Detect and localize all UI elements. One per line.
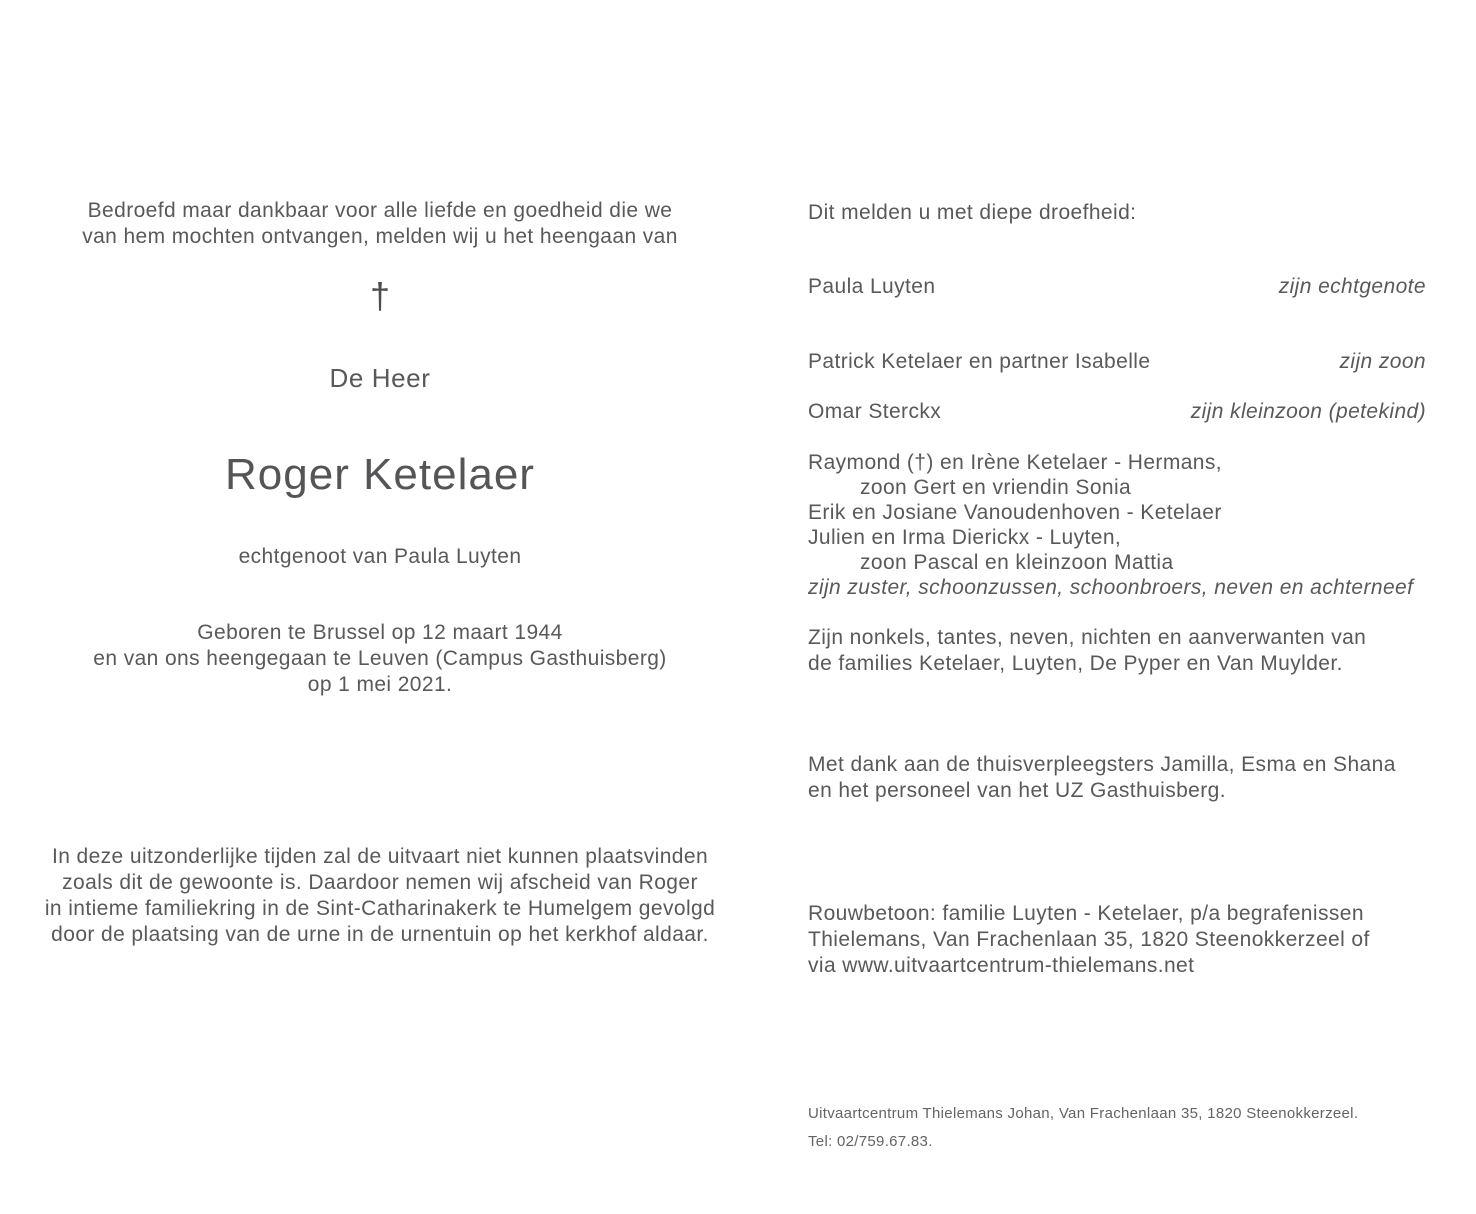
family-line-relation: zijn zuster, schoonzussen, schoonbroers, neven en achterneef — [808, 576, 1414, 599]
family-line: zoon Gert en vriendin Sonia — [860, 476, 1132, 499]
life-dates — [20, 620, 740, 698]
funeral-home-address: Uitvaartcentrum Thielemans Johan, Van Frachenlaan 35, 1820 Steenokkerzeel. — [808, 1105, 1359, 1122]
thanks-line: en het personeel van het UZ Gasthuisberg. — [808, 779, 1226, 802]
funeral-home-phone: Tel: 02/759.67.83. — [808, 1133, 933, 1150]
funeral-notice-line: zoals dit de gewoonte is. Daardoor nemen wij afscheid van Roger — [62, 871, 698, 894]
extended-family-line: de families Ketelaer, Luyten, De Pyper en Van Muylder. — [808, 652, 1343, 675]
cross-icon: † — [369, 275, 391, 316]
life-dates-line: op 1 mei 2021. — [307, 673, 453, 696]
extended-family-line: Zijn nonkels, tantes, neven, nichten en aanverwanten van — [808, 626, 1367, 649]
relative-row — [808, 399, 1426, 425]
thanks-line: Met dank aan de thuisverpleegsters Jamilla, Esma en Shana — [808, 753, 1396, 776]
funeral-notice-line: In deze uitzonderlijke tijden zal de uitvaart niet kunnen plaatsvinden — [51, 845, 709, 868]
thanks-note — [808, 752, 1426, 804]
funeral-notice — [20, 844, 740, 948]
family-line: Julien en Irma Dierickx - Luyten, — [808, 526, 1122, 549]
condolences-line: Rouwbetoon: familie Luyten - Ketelaer, p/a begrafenissen — [808, 902, 1364, 925]
relative-name: Omar Sterckx — [808, 400, 942, 423]
condolences-info — [808, 901, 1426, 979]
extended-family — [808, 625, 1426, 677]
relative-relation: zijn kleinzoon (petekind) — [1190, 400, 1426, 423]
funeral-notice-line: door de plaatsing van de urne in de urnentuin op het kerkhof aldaar. — [51, 923, 709, 946]
relative-name: Paula Luyten — [808, 275, 936, 298]
intro-line: Bedroefd maar dankbaar voor alle liefde en goedheid die we — [87, 199, 673, 222]
relative-row — [808, 274, 1426, 300]
relative-row — [808, 349, 1426, 375]
intro-text — [20, 198, 740, 250]
relative-relation: zijn zoon — [1339, 350, 1426, 373]
announcement: Dit melden u met diepe droefheid: — [808, 201, 1137, 224]
relative-name: Patrick Ketelaer en partner Isabelle — [808, 350, 1151, 373]
spouse-line: echtgenoot van Paula Luyten — [238, 545, 522, 568]
condolences-line: Thielemans, Van Frachenlaan 35, 1820 Steenokkerzeel of — [808, 928, 1370, 951]
family-line: zoon Pascal en kleinzoon Mattia — [860, 551, 1174, 574]
life-dates-line: Geboren te Brussel op 12 maart 1944 — [197, 621, 563, 644]
funeral-home-footer — [808, 1100, 1426, 1156]
family-line: Erik en Josiane Vanoudenhoven - Ketelaer — [808, 501, 1222, 524]
family-line: Raymond (†) en Irène Ketelaer - Hermans, — [808, 451, 1223, 474]
family-list — [808, 450, 1426, 600]
life-dates-line: en van ons heengegaan te Leuven (Campus Gasthuisberg) — [93, 647, 667, 670]
salutation: De Heer — [329, 363, 431, 393]
condolences-line: via www.uitvaartcentrum-thielemans.net — [808, 954, 1195, 977]
relative-relation: zijn echtgenote — [1278, 275, 1426, 298]
intro-line: van hem mochten ontvangen, melden wij u het heengaan van — [82, 225, 678, 248]
funeral-notice-line: in intieme familiekring in de Sint-Catharinakerk te Humelgem gevolgd — [44, 897, 716, 920]
deceased-name: Roger Ketelaer — [225, 450, 535, 499]
